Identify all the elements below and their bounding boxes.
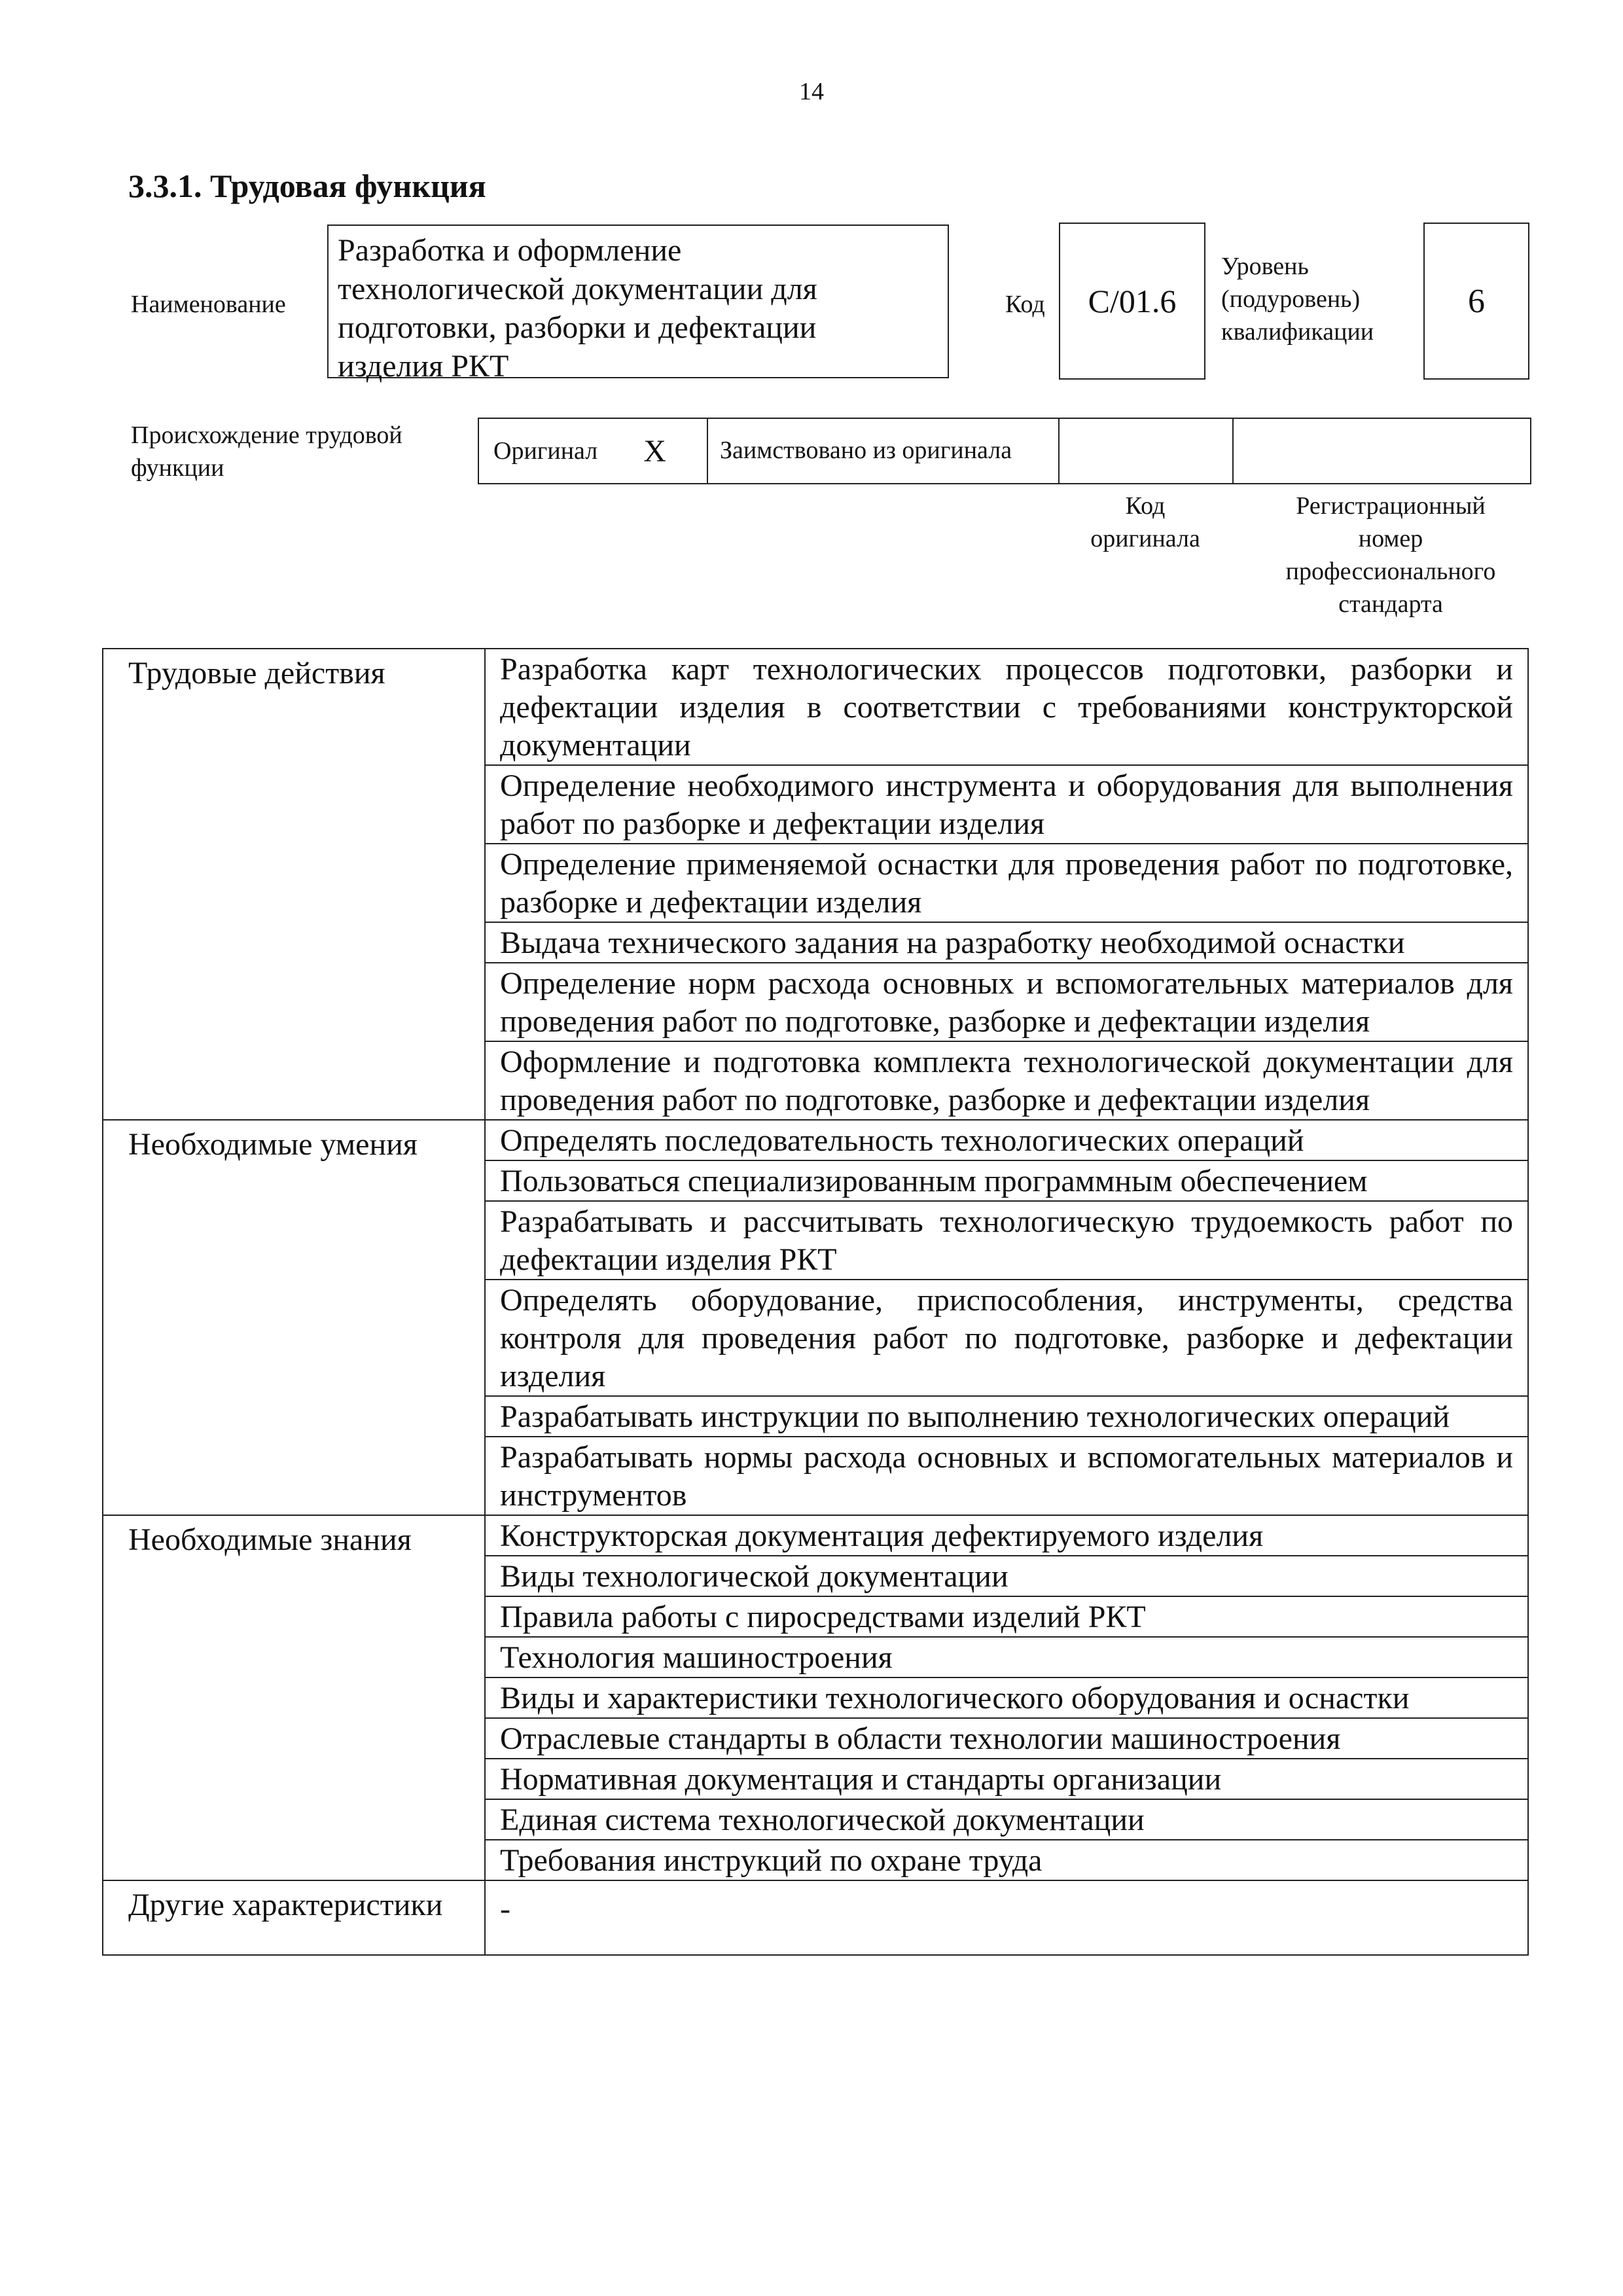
table-cell: Виды и характеристики технологического оборудования и оснастки [485, 1677, 1528, 1718]
level-label-line: (подуровень) [1221, 285, 1361, 313]
caption-line: профессионального [1285, 558, 1496, 585]
table-cell: Разработка карт технологических процессов подготовки, разборки и дефектации изделия в соответствии с требованиями конструкторской документации [485, 649, 1528, 765]
table-cell: Определение применяемой оснастки для проведения работ по подготовке, разборке и дефектации изделия [485, 844, 1528, 922]
origin-row [478, 418, 1531, 484]
level-value: 6 [1423, 223, 1529, 380]
function-name-line: технологической документации для [338, 272, 817, 306]
table-cell: Определять последовательность технологических операций [485, 1120, 1528, 1160]
level-label-line: квалификации [1221, 318, 1374, 346]
origin-label-line: Происхождение трудовой [131, 422, 402, 449]
table-cell: Определение необходимого инструмента и оборудования для выполнения работ по разборке и дефектации изделия [485, 765, 1528, 844]
table-cell: Пользоваться специализированным программным обеспечением [485, 1160, 1528, 1201]
section-title-other: Другие характеристики [103, 1880, 485, 1955]
section-title-knowledge: Необходимые знания [103, 1515, 485, 1880]
table-cell: Технология машиностроения [485, 1637, 1528, 1677]
level-label-line: Уровень [1221, 253, 1309, 280]
table-cell: Единая система технологической документации [485, 1799, 1528, 1840]
section-title-actions: Трудовые действия [103, 649, 485, 1120]
table-cell: Разрабатывать и рассчитывать технологическую трудоемкость работ по дефектации изделия РКТ [485, 1201, 1528, 1280]
code-value: C/01.6 [1059, 223, 1205, 380]
level-label [1221, 250, 1411, 348]
original-label: Оригинал [493, 437, 598, 465]
table-cell: Требования инструкций по охране труда [485, 1840, 1528, 1880]
table-cell: Виды технологической документации [485, 1556, 1528, 1596]
caption-line: стандарта [1338, 590, 1443, 618]
original-mark: X [643, 433, 666, 469]
table-cell: Правила работы с пиросредствами изделий РКТ [485, 1596, 1528, 1637]
reg-number-caption [1257, 490, 1525, 620]
table-cell: Определять оборудование, приспособления, инструменты, средства контроля для проведения работ по подготовке, разборке и дефектации изделия [485, 1280, 1528, 1396]
caption-line: номер [1358, 525, 1423, 552]
caption-line: оригинала [1090, 525, 1200, 552]
table-cell: Выдача технического задания на разработку необходимой оснастки [485, 922, 1528, 963]
table-row [103, 1880, 1528, 1955]
table-cell: - [485, 1880, 1528, 1955]
table-row [103, 1120, 1528, 1160]
name-label: Наименование [131, 291, 286, 318]
table-cell: Оформление и подготовка комплекта технологической документации для проведения работ по подготовке, разборке и дефектации изделия [485, 1041, 1528, 1120]
origin-label-line: функции [131, 454, 224, 482]
function-name-box [327, 224, 949, 384]
table-row [103, 649, 1528, 765]
caption-line: Код [1125, 492, 1166, 520]
caption-line: Регистрационный [1296, 492, 1486, 520]
function-name-line: изделия РКТ [338, 349, 509, 384]
borrowed-label: Заимствовано из оригинала [720, 437, 1012, 464]
function-name-line: Разработка и оформление [338, 233, 682, 268]
table-cell: Определение норм расхода основных и вспомогательных материалов для проведения работ по подготовке, разборке и дефектации изделия [485, 963, 1528, 1041]
table-cell: Конструкторская документация дефектируемого изделия [485, 1515, 1528, 1556]
table-row [103, 1515, 1528, 1556]
table-cell: Нормативная документация и стандарты организации [485, 1759, 1528, 1799]
function-details-table [102, 648, 1529, 1956]
page-number: 14 [799, 78, 824, 105]
code-original-cell [1058, 419, 1234, 483]
section-title-skills: Необходимые умения [103, 1120, 485, 1515]
table-cell: Разрабатывать инструкции по выполнению технологических операций [485, 1396, 1528, 1437]
table-cell: Отраслевые стандарты в области технологии машиностроения [485, 1718, 1528, 1759]
origin-label [131, 419, 458, 484]
table-cell: Разрабатывать нормы расхода основных и вспомогательных материалов и инструментов [485, 1437, 1528, 1515]
section-heading: 3.3.1. Трудовая функция [128, 168, 486, 204]
reg-number-cell [1234, 419, 1531, 483]
code-original-caption [1060, 490, 1230, 555]
function-name-line: подготовки, разборки и дефектации [338, 310, 817, 345]
original-cell [479, 419, 708, 483]
code-label: Код [1005, 291, 1045, 318]
